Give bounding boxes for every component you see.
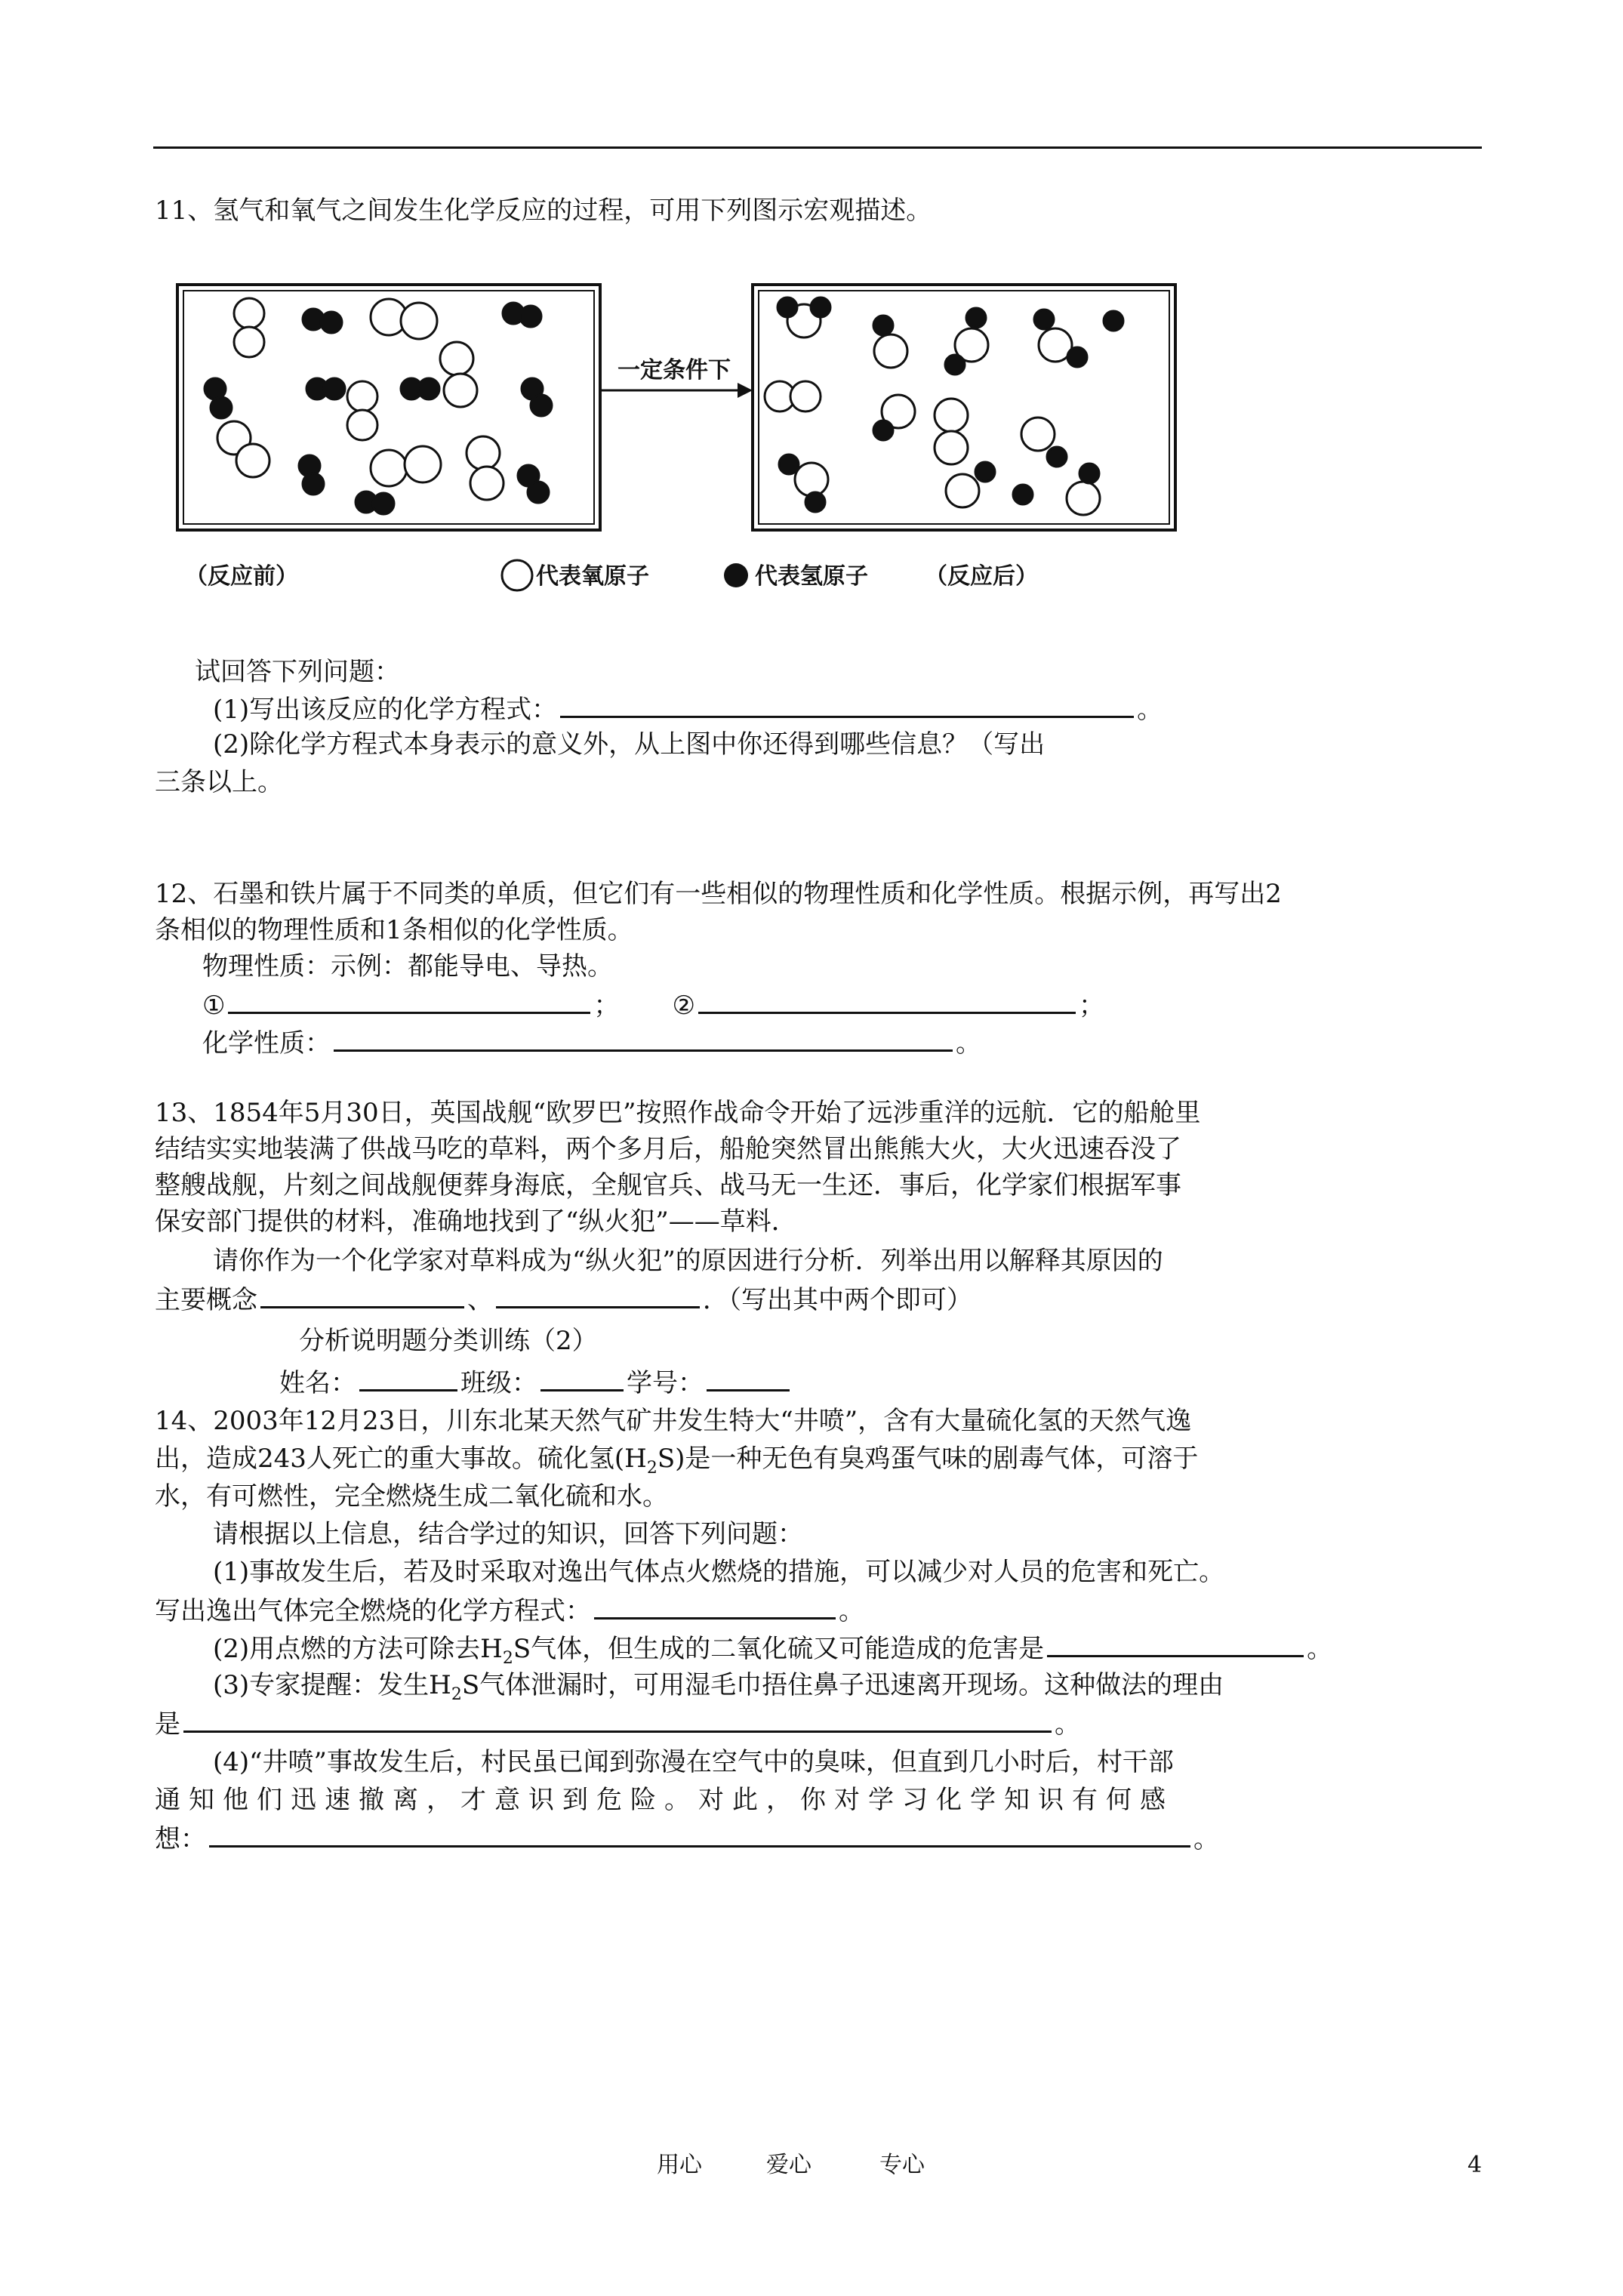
q14-part1-a: (1)事故发生后，若及时采取对逸出气体点火燃烧的措施，可以减少对人员的危害和死亡。 [213, 1557, 1225, 1587]
q14-part1-b: 写出逸出气体完全燃烧的化学方程式： 。 [155, 1592, 864, 1629]
q11-part1-answer-blank[interactable] [560, 690, 1134, 718]
q12-answer-blank-2[interactable] [698, 986, 1076, 1014]
q13-answer-blank-1[interactable] [260, 1281, 464, 1308]
section-title: 分析说明题分类训练（2） [299, 1326, 598, 1356]
q14-answer-blank-4[interactable] [209, 1820, 1190, 1848]
q14-part4-c: 想： 。 [155, 1820, 1219, 1857]
header-rule [153, 146, 1482, 149]
q13-line6: 主要概念 、 ．（写出其中两个即可） [155, 1281, 972, 1318]
q13-answer-blank-2[interactable] [496, 1281, 700, 1308]
footer-motto-3: 专心 [879, 2152, 925, 2178]
q14-part3-b: 是 。 [155, 1705, 1080, 1743]
arrow-head [738, 383, 753, 398]
student-id-field[interactable] [707, 1364, 790, 1391]
student-info: 姓名： 班级： 学号： [279, 1364, 793, 1401]
q14-line1: 14、2003年12月23日，川东北某天然气矿井发生特大“井喷”，含有大量硫化氢的天然气逸 [155, 1406, 1192, 1436]
q11-part1: (1)写出该反应的化学方程式： 。 [213, 690, 1163, 728]
q14-line4: 请根据以上信息，结合学过的知识，回答下列问题： [213, 1519, 803, 1549]
q14-answer-blank-1[interactable] [594, 1592, 836, 1620]
q14-part4-a: (4)“井喷”事故发生后，村民虽已闻到弥漫在空气中的臭味，但直到几小时后，村干部 [213, 1747, 1174, 1777]
after-molecules [765, 297, 1123, 515]
q14-answer-blank-2[interactable] [1047, 1629, 1304, 1657]
reaction-diagram [170, 276, 1181, 600]
footer-motto-1: 用心 [657, 2152, 702, 2178]
q11-prompt: 试回答下列问题： [195, 657, 400, 687]
arrow-label: 一定条件下 [617, 357, 731, 384]
name-field[interactable] [359, 1364, 457, 1391]
class-field[interactable] [540, 1364, 624, 1391]
q13-line4: 保安部门提供的材料，准确地找到了“纵火犯”——草料． [155, 1207, 797, 1237]
before-molecules [205, 298, 552, 514]
before-label: （反应前） [185, 563, 298, 590]
q13-line2: 结结实实地装满了供战马吃的草料，两个多月后，船舱突然冒出熊熊大火，大火迅速吞没了 [155, 1134, 1181, 1164]
q14-line2: 出，造成243人死亡的重大事故。硫化氢$(H_2S)$是一种无色有臭鸡蛋气味的剧毒气体，可溶于 [155, 1444, 1199, 1478]
q11-part2-cont: 三条以上。 [155, 767, 283, 797]
footer-motto-2: 爱心 [766, 2152, 812, 2178]
q12-chemical-answer: 化学性质： 。 [202, 1024, 981, 1062]
q14-answer-blank-3[interactable] [183, 1705, 1052, 1733]
q12-line1: 12、石墨和铁片属于不同类的单质，但它们有一些相似的物理性质和化学性质。根据示例，再写出2 [155, 879, 1282, 909]
q12-answer-blank-1[interactable] [228, 986, 590, 1014]
q12-line2: 条相似的物理性质和1条相似的化学性质。 [155, 915, 633, 945]
q12-physical-answers: ① ； ② ； [202, 986, 1104, 1024]
q11-intro: 11、氢气和氧气之间发生化学反应的过程，可用下列图示宏观描述。 [155, 196, 932, 226]
oxygen-atom-symbol [502, 560, 532, 590]
q13-line1: 13、1854年5月30日，英国战舰“欧罗巴”按照作战命令开始了远涉重洋的远航．它的船舱里 [155, 1098, 1201, 1128]
q12-answer-blank-3[interactable] [334, 1024, 953, 1052]
oxygen-legend: 代表氧原子 [536, 563, 649, 590]
hydrogen-atom-symbol [724, 563, 748, 587]
q12-example: 物理性质：示例：都能导电、导热。 [202, 951, 613, 982]
after-label: （反应后） [925, 563, 1038, 590]
q14-part3-a: (3)专家提醒：发生$H_2S$气体泄漏时，可用湿毛巾捂住鼻子迅速离开现场。这种做法的理由 [213, 1670, 1224, 1704]
page-number: 4 [1467, 2152, 1483, 2178]
q11-part2: (2)除化学方程式本身表示的意义外，从上图中你还得到哪些信息？（写出 [213, 729, 1046, 760]
q14-line3: 水，有可燃性，完全燃烧生成二氧化硫和水。 [155, 1481, 668, 1512]
hydrogen-legend: 代表氢原子 [755, 563, 868, 590]
q13-line3: 整艘战舰，片刻之间战舰便葬身海底，全舰官兵、战马无一生还．事后，化学家们根据军事 [155, 1170, 1181, 1200]
q13-line5: 请你作为一个化学家对草料成为“纵火犯”的原因进行分析．列举出用以解释其原因的 [213, 1246, 1163, 1276]
q14-part2: (2)用点燃的方法可除去$H_2S$气体，但生成的二氧化硫又可能造成的危害是 。 [213, 1629, 1332, 1677]
q14-part4-b: 通知他们迅速撤离，才意识到危险。对此，你对学习化学知识有何感 [155, 1785, 1174, 1815]
